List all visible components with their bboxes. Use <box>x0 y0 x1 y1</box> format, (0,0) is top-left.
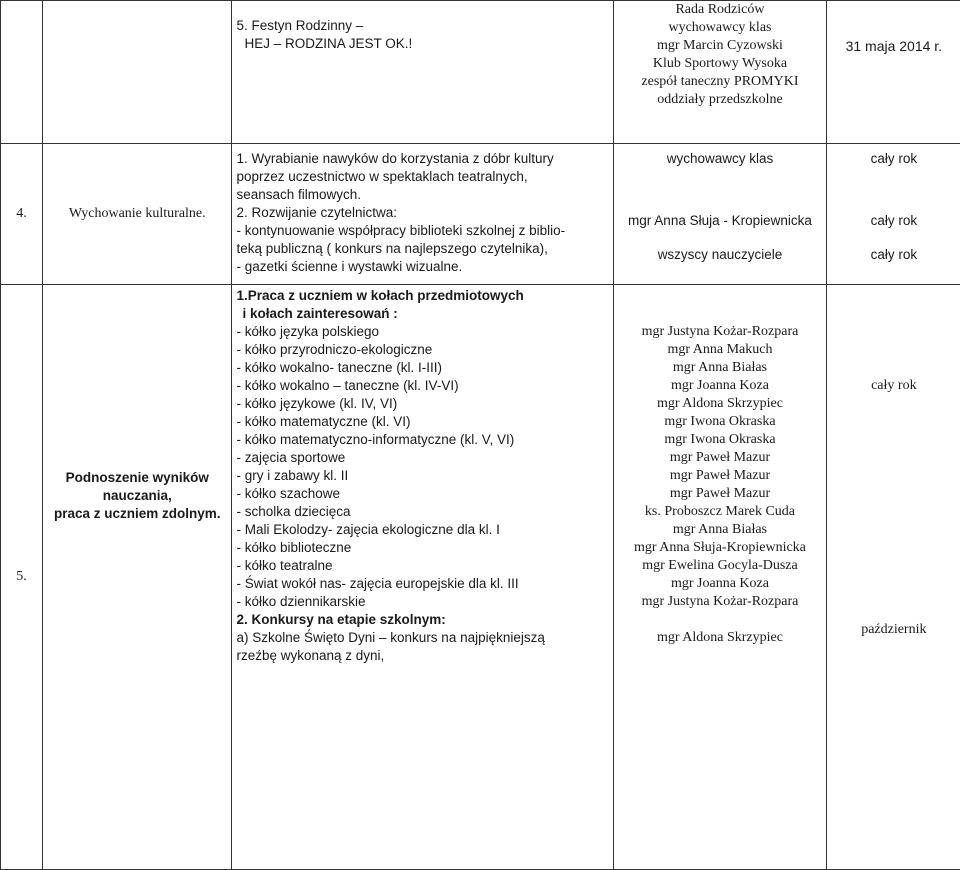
responsible-line: wszyscy nauczyciele <box>618 246 821 264</box>
activity-item: - kółko matematyczne (kl. VI) <box>236 413 609 431</box>
responsible-line: oddziały przedszkolne <box>618 91 821 109</box>
row-number: 5. <box>16 569 27 584</box>
activity-heading-2: 2. Konkursy na etapie szkolnym: <box>236 611 609 629</box>
responsible-line: mgr Iwona Okraska <box>618 431 821 449</box>
responsible-line: mgr Justyna Kożar-Rozpara <box>618 323 821 341</box>
area-line: praca z uczniem zdolnym. <box>47 505 227 523</box>
date-cell <box>826 144 960 285</box>
activity-line: seansach filmowych. <box>236 186 609 204</box>
area-cell <box>43 1 232 144</box>
area-cell <box>43 285 232 870</box>
activity-item: - kółko językowe (kl. IV, VI) <box>236 395 609 413</box>
activity-cell <box>232 144 614 285</box>
activity-item: - gry i zabawy kl. II <box>236 467 609 485</box>
responsible-line: mgr Anna Makuch <box>618 341 821 359</box>
activity-line: teką publiczną ( konkurs na najlepszego czytelnika), <box>236 240 609 258</box>
activity-item: - kółko matematyczno-informatyczne (kl. V, VI) <box>236 431 609 449</box>
activity-line: 5. Festyn Rodzinny – <box>236 17 609 35</box>
activity-cell <box>232 285 614 870</box>
responsible-line: mgr Paweł Mazur <box>618 467 821 485</box>
area-line: nauczania, <box>47 487 227 505</box>
activity-item: - Świat wokół nas- zajęcia europejskie dla kl. III <box>236 575 609 593</box>
area-cell <box>43 144 232 285</box>
activity-cell <box>232 1 614 144</box>
activity-item: - kółko teatralne <box>236 557 609 575</box>
date-text: cały rok <box>831 377 957 395</box>
responsible-line: mgr Anna Słuja-Kropiewnicka <box>618 539 821 557</box>
responsible-line: mgr Iwona Okraska <box>618 413 821 431</box>
activity-item: - kółko biblioteczne <box>236 539 609 557</box>
responsible-line: mgr Marcin Cyzowski <box>618 37 821 55</box>
responsible-line: mgr Paweł Mazur <box>618 449 821 467</box>
table-row-4 <box>1 144 960 285</box>
table-row-festyn <box>1 1 960 144</box>
date-text: 31 maja 2014 r. <box>846 38 943 54</box>
date-text: październik <box>831 621 957 639</box>
number-cell <box>1 1 43 144</box>
activity-heading: 1.Praca z uczniem w kołach przedmiotowych <box>236 287 609 305</box>
responsible-line: Rada Rodziców <box>618 1 821 19</box>
responsible-line: mgr Justyna Kożar-Rozpara <box>618 593 821 611</box>
responsible-line: mgr Joanna Koza <box>618 377 821 395</box>
responsible-cell <box>614 1 826 144</box>
activity-line: poprzez uczestnictwo w spektaklach teatralnych, <box>236 168 609 186</box>
activity-item: - zajęcia sportowe <box>236 449 609 467</box>
number-cell <box>1 285 43 870</box>
activity-line: - gazetki ścienne i wystawki wizualne. <box>236 258 609 276</box>
activity-line: 1. Wyrabianie nawyków do korzystania z dóbr kultury <box>236 150 609 168</box>
activity-tail: a) Szkolne Święto Dyni – konkurs na najpiękniejszą <box>236 629 609 647</box>
number-cell <box>1 144 43 285</box>
date-text: cały rok <box>831 212 957 230</box>
area-line: Podnoszenie wyników <box>47 469 227 487</box>
activity-item: - kółko dziennikarskie <box>236 593 609 611</box>
responsible-line: mgr Anna Słuja - Kropiewnicka <box>618 212 821 230</box>
responsible-line: wychowawcy klas <box>618 19 821 37</box>
date-text: cały rok <box>831 246 957 264</box>
table-row-5 <box>1 285 960 870</box>
activity-item: - kółko języka polskiego <box>236 323 609 341</box>
responsible-line: wychowawcy klas <box>618 150 821 168</box>
responsible-line: zespół taneczny PROMYKI <box>618 73 821 91</box>
date-cell <box>826 285 960 870</box>
responsible-line: mgr Paweł Mazur <box>618 485 821 503</box>
responsible-cell <box>614 285 826 870</box>
responsible-line: mgr Aldona Skrzypiec <box>618 395 821 413</box>
activity-item: - kółko szachowe <box>236 485 609 503</box>
activity-item: - scholka dziecięca <box>236 503 609 521</box>
area-text: Wychowanie kulturalne. <box>69 206 206 221</box>
activity-item: - kółko przyrodniczo-ekologiczne <box>236 341 609 359</box>
activity-line: - kontynuowanie współpracy biblioteki szkolnej z biblio- <box>236 222 609 240</box>
activity-item: - kółko wokalno – taneczne (kl. IV-VI) <box>236 377 609 395</box>
responsible-line-2: mgr Aldona Skrzypiec <box>618 629 821 647</box>
activity-heading: i kołach zainteresowań : <box>236 305 609 323</box>
activity-line: HEJ – RODZINA JEST OK.! <box>236 35 609 53</box>
responsible-line: mgr Ewelina Gocyla-Dusza <box>618 557 821 575</box>
responsible-line: ks. Proboszcz Marek Cuda <box>618 503 821 521</box>
responsible-line: mgr Anna Białas <box>618 359 821 377</box>
responsible-line: mgr Joanna Koza <box>618 575 821 593</box>
activity-item: - kółko wokalno- taneczne (kl. I-III) <box>236 359 609 377</box>
date-text: cały rok <box>831 150 957 168</box>
responsible-line: Klub Sportowy Wysoka <box>618 55 821 73</box>
activity-tail: rzeźbę wykonaną z dyni, <box>236 647 609 665</box>
row-number: 4. <box>16 206 27 221</box>
responsible-line: mgr Anna Białas <box>618 521 821 539</box>
activity-item: - Mali Ekolodzy- zajęcia ekologiczne dla kl. I <box>236 521 609 539</box>
activity-line: 2. Rozwijanie czytelnictwa: <box>236 204 609 222</box>
responsible-cell <box>614 144 826 285</box>
date-cell <box>826 1 960 144</box>
